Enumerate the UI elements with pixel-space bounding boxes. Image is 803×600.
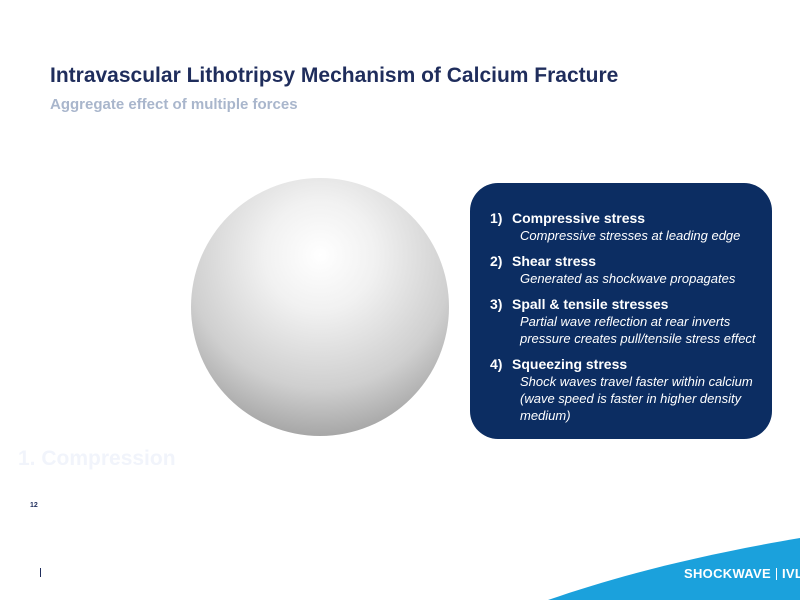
stress-description: Shock waves travel faster within calcium (wave speed is faster in higher density medium) bbox=[520, 374, 753, 423]
stress-description: Partial wave reflection at rear inverts pressure creates pull/tensile stress effect bbox=[520, 314, 756, 346]
compression-label: 1. Compression bbox=[18, 447, 176, 470]
shockwave-logo bbox=[684, 566, 803, 581]
stress-title: Spall & tensile stresses bbox=[512, 296, 669, 312]
brand-product: IVL bbox=[781, 566, 803, 581]
brand-separator bbox=[776, 568, 777, 580]
stress-description: Generated as shockwave propagates bbox=[520, 271, 736, 286]
stress-number: 4) bbox=[490, 356, 503, 372]
stress-title: Squeezing stress bbox=[512, 356, 628, 372]
stress-number: 2) bbox=[490, 253, 503, 269]
brand-name: SHOCKWAVE bbox=[684, 566, 771, 581]
stress-number: 1) bbox=[490, 210, 503, 226]
slide-subtitle: Aggregate effect of multiple forces bbox=[50, 96, 298, 113]
stress-title: Shear stress bbox=[512, 253, 597, 269]
stress-number: 3) bbox=[490, 296, 503, 312]
slide-title: Intravascular Lithotripsy Mechanism of Calcium Fracture bbox=[50, 64, 619, 87]
stress-description: Compressive stresses at leading edge bbox=[520, 228, 741, 243]
stress-title: Compressive stress bbox=[512, 210, 646, 226]
page-number: 12 bbox=[30, 502, 38, 509]
